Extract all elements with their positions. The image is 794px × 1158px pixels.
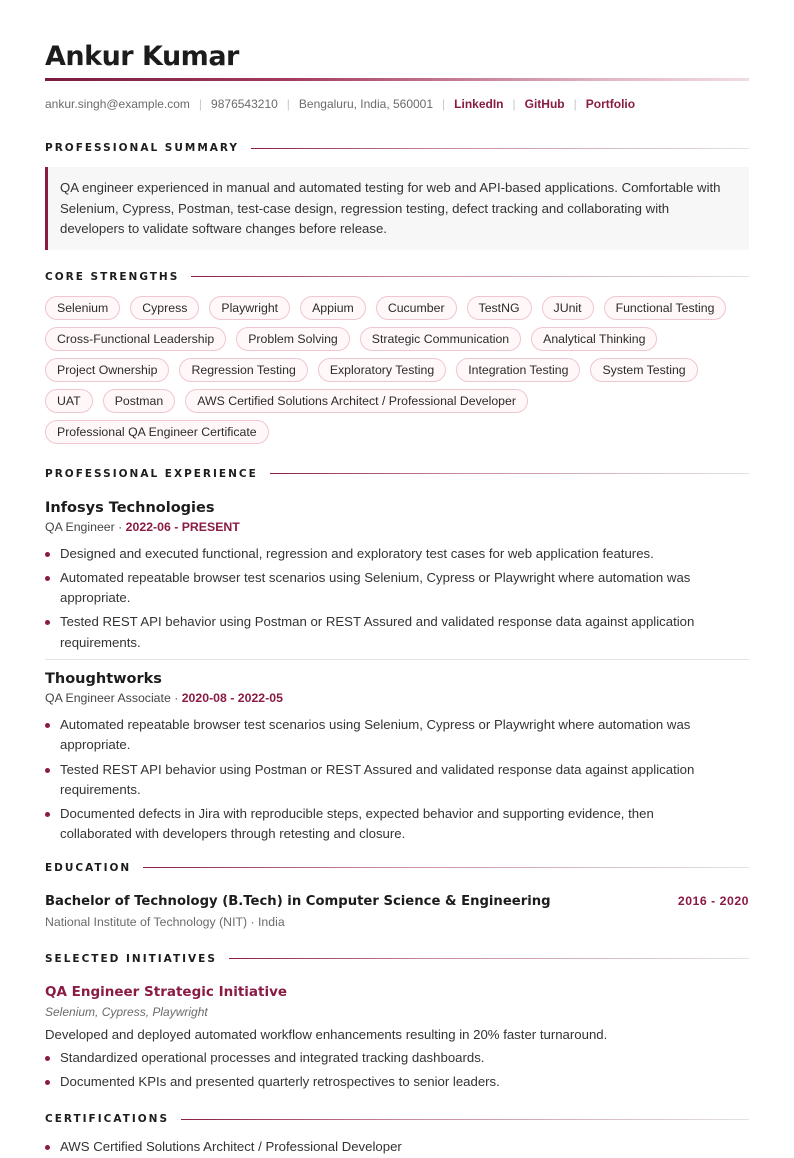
summary-text: QA engineer experienced in manual and automated testing for web and API-based applications. Comfortable with Selenium, Cypress, Postman, test-case design, regression testing, defect tracking and collaborating with developers to validate software changes before release. <box>45 167 749 250</box>
section-title: CERTIFICATIONS <box>45 1113 170 1126</box>
contact-email[interactable]: ankur.singh@example.com <box>45 97 190 111</box>
job-dates: 2022-06 - PRESENT <box>125 519 240 534</box>
strength-chip: Postman <box>103 389 176 413</box>
job-bullet: Tested REST API behavior using Postman or REST Assured and validated response data against application requirements. <box>45 760 749 801</box>
job-meta <box>45 690 749 707</box>
certifications-section-heading <box>45 1112 749 1126</box>
job-bullet: Tested REST API behavior using Postman or REST Assured and validated response data against application requirements. <box>45 612 749 653</box>
education-section-heading <box>45 861 749 875</box>
job-meta <box>45 519 749 536</box>
initiative-bullet: Standardized operational processes and integrated tracking dashboards. <box>45 1048 749 1068</box>
initiative-tech: Selenium, Cypress, Playwright <box>45 1004 208 1019</box>
education-years: 2016 - 2020 <box>677 893 749 908</box>
github-link[interactable]: GitHub <box>524 97 565 111</box>
section-title: PROFESSIONAL EXPERIENCE <box>45 467 258 480</box>
contact-bar <box>45 96 749 112</box>
contact-separator: | <box>198 97 203 111</box>
experience-section-heading <box>45 467 749 481</box>
section-title: SELECTED INITIATIVES <box>45 952 217 965</box>
job-role: QA Engineer <box>45 519 115 534</box>
initiative-bullets <box>45 1048 749 1093</box>
job-role: QA Engineer Associate <box>45 690 171 705</box>
section-rule <box>191 276 749 277</box>
job-company: Infosys Technologies <box>45 499 215 516</box>
job-bullet: Automated repeatable browser test scenarios using Selenium, Cypress or Playwright where automation was appropriate. <box>45 715 749 756</box>
strength-chip: System Testing <box>590 358 697 382</box>
job-bullet: Automated repeatable browser test scenarios using Selenium, Cypress or Playwright where automation was appropriate. <box>45 568 749 609</box>
strength-chip: JUnit <box>542 296 594 320</box>
strength-chip: Selenium <box>45 296 120 320</box>
section-rule <box>270 473 749 474</box>
job-company: Thoughtworks <box>45 670 162 687</box>
strength-chip: UAT <box>45 389 93 413</box>
portfolio-link[interactable]: Portfolio <box>585 97 636 111</box>
section-title: EDUCATION <box>45 861 132 874</box>
contact-location: Bengaluru, India, 560001 <box>298 97 434 111</box>
strength-chip: Professional QA Engineer Certificate <box>45 420 269 444</box>
summary-section-heading <box>45 141 749 155</box>
certification-list <box>45 1137 749 1157</box>
job-bullet: Designed and executed functional, regression and exploratory test cases for web application features. <box>45 544 749 564</box>
job-bullets <box>45 544 749 653</box>
strength-chip: Integration Testing <box>456 358 580 382</box>
education-school: National Institute of Technology (NIT) · India <box>45 914 285 929</box>
strengths-chip-list <box>45 296 749 444</box>
strength-chip: Appium <box>300 296 366 320</box>
certification-item: AWS Certified Solutions Architect / Professional Developer <box>45 1137 749 1157</box>
resume-page <box>45 0 749 1155</box>
meta-separator: · <box>114 519 126 534</box>
strength-chip: Playwright <box>209 296 290 320</box>
job-bullet: Documented defects in Jira with reproducible steps, expected behavior and supporting evidence, then collaborated with developers through retesting and closure. <box>45 804 749 845</box>
initiative-title: QA Engineer Strategic Initiative <box>45 983 288 1000</box>
education-entry <box>45 894 749 929</box>
job-divider <box>45 659 749 660</box>
strength-chip: Analytical Thinking <box>531 327 657 351</box>
job-entry-infosys <box>45 498 749 653</box>
job-dates: 2020-08 - 2022-05 <box>181 690 283 705</box>
strength-chip: Regression Testing <box>179 358 307 382</box>
section-title: PROFESSIONAL SUMMARY <box>45 142 240 154</box>
contact-separator: | <box>512 97 516 111</box>
section-rule <box>181 1119 749 1120</box>
education-degree: Bachelor of Technology (B.Tech) in Computer Science & Engineering <box>45 893 551 909</box>
initiatives-section-heading <box>45 952 749 966</box>
strength-chip: Cross-Functional Leadership <box>45 327 226 351</box>
section-title: CORE STRENGTHS <box>45 270 180 283</box>
candidate-name: Ankur Kumar <box>45 41 239 72</box>
section-rule <box>251 148 749 149</box>
linkedin-link[interactable]: LinkedIn <box>454 97 504 111</box>
initiative-entry <box>45 984 749 1093</box>
education-row <box>45 894 749 909</box>
job-entry-thoughtworks <box>45 669 749 845</box>
section-rule <box>143 867 749 868</box>
strength-chip: Cypress <box>130 296 199 320</box>
strength-chip: Exploratory Testing <box>318 358 446 382</box>
strengths-section-heading <box>45 270 749 284</box>
strength-chip: TestNG <box>467 296 532 320</box>
strength-chip: Strategic Communication <box>360 327 521 351</box>
meta-separator: · <box>170 690 182 705</box>
contact-separator: | <box>442 97 446 111</box>
initiative-description: Developed and deployed automated workflow enhancements resulting in 20% faster turnaround. <box>45 1026 608 1042</box>
strength-chip: Problem Solving <box>236 327 350 351</box>
name-underline <box>45 78 749 81</box>
contact-separator: | <box>573 97 577 111</box>
strength-chip: Functional Testing <box>604 296 727 320</box>
contact-separator: | <box>286 97 290 111</box>
section-rule <box>229 958 749 959</box>
strength-chip: Project Ownership <box>45 358 169 382</box>
strength-chip: Cucumber <box>376 296 457 320</box>
job-bullets <box>45 715 749 845</box>
initiative-bullet: Documented KPIs and presented quarterly retrospectives to senior leaders. <box>45 1072 749 1092</box>
strength-chip: AWS Certified Solutions Architect / Professional Developer <box>185 389 528 413</box>
contact-phone: 9876543210 <box>211 97 278 111</box>
